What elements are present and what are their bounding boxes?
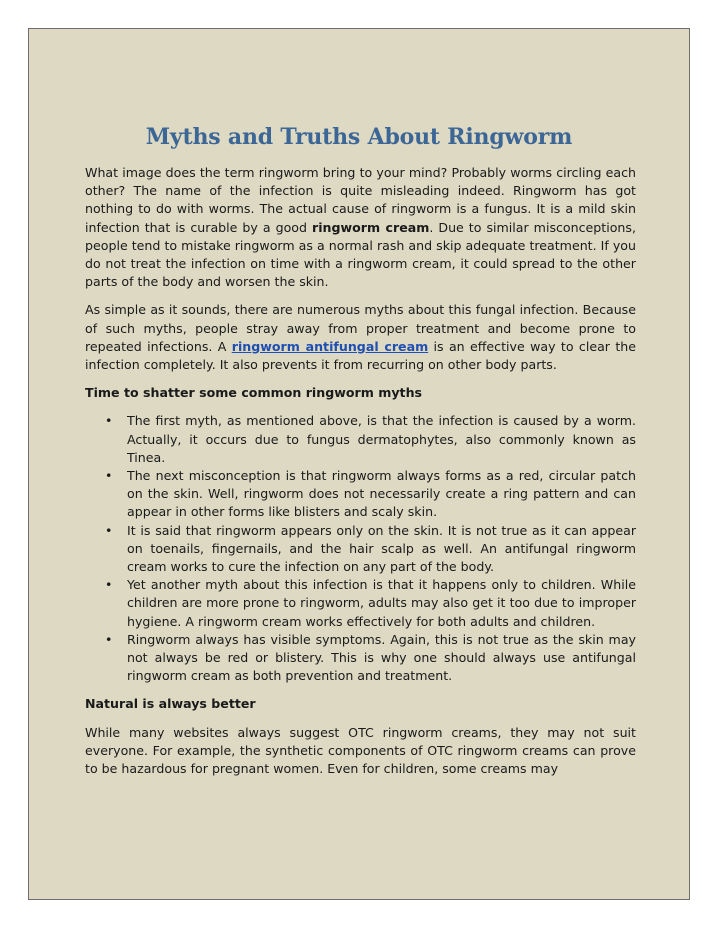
list-item [85,522,636,577]
myths-list [85,412,636,685]
list-item [85,467,636,522]
para2-text-before: As simple as it sounds, there are numerous myths about this fungal infection. Because of such myths, people stray away from proper treatment and become prone to repeated infections. A [85,302,636,354]
list-item-text: Ringworm always has visible symptoms. Again, this is not true as the skin may not always be red or blistery. This is why one should always use antifungal ringworm cream as both prevention and treatment. [127,631,636,684]
list-item-text: The first myth, as mentioned above, is that the infection is caused by a worm. Actually, it occurs due to fungus dermatophytes, also commonly known as Tinea. [127,413,636,465]
list-item-text: Yet another myth about this infection is that it happens only to children. While children are more prone to ringworm, adults may also get it too due to improper hygiene. A ringworm cream works effectively for both adults and children. [127,577,636,629]
bullet-icon: • [105,631,113,647]
document-body [85,164,636,788]
list-item [85,576,636,631]
ringworm-cream-link[interactable]: ringworm antifungal cream [231,338,429,354]
section-heading-myths: Time to shatter some common ringworm myths [85,385,423,401]
document-page [28,28,690,900]
intro-text-after: . Due to similar misconceptions, people tend to mistake ringworm as a normal rash and skip adequate treatment. If you do not treat the infection on time with a ringworm cream, it could spread to the other parts of the body and worsen the skin. [85,219,636,290]
bullet-icon: • [105,577,113,593]
intro-paragraph [85,164,636,291]
intro-bold-keyword: ringworm cream [312,219,430,235]
bullet-icon: • [105,413,113,429]
page-title: Myths and Truths About Ringworm [145,124,573,150]
bullet-icon: • [105,522,113,538]
para2-text-after: is an effective way to clear the infection completely. It also prevents it from recurring on other body parts. [85,338,636,373]
list-item-text: It is said that ringworm appears only on the skin. It is not true as it can appear on toenails, fingernails, and the hair scalp as well. An antifungal ringworm cream works to cure the infection on any part of the body. [127,522,636,575]
list-item-text: The next misconception is that ringworm always forms as a red, circular patch on the skin. Well, ringworm does not necessarily create a ring pattern and can appear in other forms like blisters and scaly skin. [127,468,636,520]
list-item [85,631,636,686]
list-item [85,412,636,467]
myths-intro-paragraph [85,301,636,374]
bullet-icon: • [105,468,113,484]
section-heading-natural: Natural is always better [85,696,256,712]
natural-paragraph: While many websites always suggest OTC ringworm creams, they may not suit everyone. For example, the synthetic components of OTC ringworm creams can prove to be hazardous for pregnant women. Even for children, some creams may [85,724,636,777]
intro-text-before: What image does the term ringworm bring to your mind? Probably worms circling each other? The name of the infection is quite misleading indeed. Ringworm has got nothing to do with worms. The actual cause of ringworm is a fungus. It is a mild skin infection that is curable by a good [85,165,636,235]
